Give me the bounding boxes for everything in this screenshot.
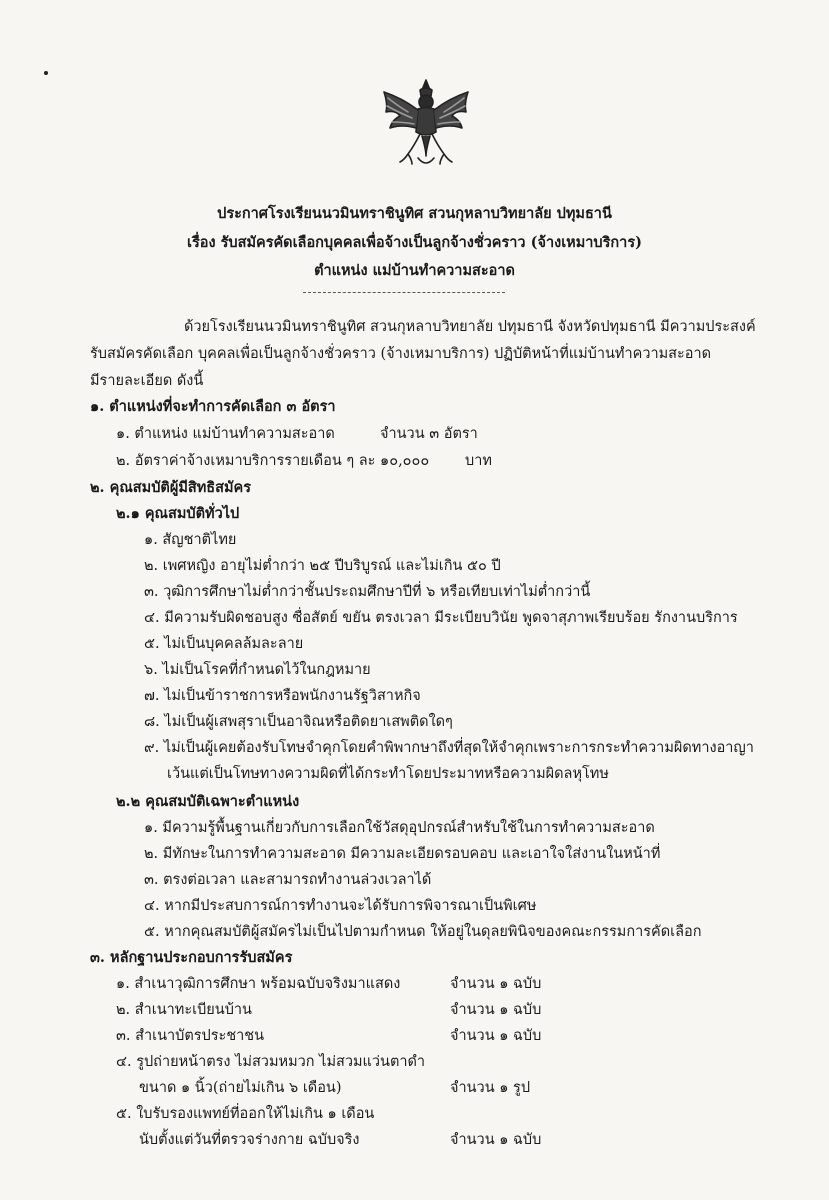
document-label: ๒. สำเนาทะเบียนบ้าน: [116, 1002, 252, 1018]
document-amount: จำนวน ๑ ฉบับ: [450, 1132, 542, 1148]
qualification-item: ๙. ไม่เป็นผู้เคยต้องรับโทษจำคุกโดยคำพิพากษาถึงที่สุดให้จำคุกเพราะการกระทำความผิดทางอาญา: [144, 740, 754, 756]
intro-line-3: มีรายละเอียด ดังนี้: [90, 373, 204, 389]
specific-qualification-item: ๔. หากมีประสบการณ์การทำงานจะได้รับการพิจารณาเป็นพิเศษ: [144, 898, 537, 914]
document-label: ๔. รูปถ่ายหน้าตรง ไม่สวมหมวก ไม่สวมแว่นตาดำ: [116, 1054, 426, 1070]
qualification-item: ๑. สัญชาติไทย: [144, 532, 237, 548]
document-amount: จำนวน ๑ ฉบับ: [450, 976, 542, 992]
document-label: ๕. ใบรับรองแพทย์ที่ออกให้ไม่เกิน ๑ เดือน: [116, 1106, 375, 1122]
document-amount: จำนวน ๑ ฉบับ: [450, 1002, 542, 1018]
section-1-item-2-label: ๒. อัตราค่าจ้างเหมาบริการรายเดือน ๆ ละ ๑๐,๐๐๐: [116, 453, 430, 469]
speck: [44, 71, 48, 75]
specific-qualification-item: ๕. หากคุณสมบัติผู้สมัครไม่เป็นไปตามกำหนด ให้อยู่ในดุลยพินิจของคณะกรรมการคัดเลือก: [144, 924, 702, 940]
announcement-position: ตำแหน่ง แม่บ้านทำความสะอาด: [314, 262, 515, 279]
divider: [303, 292, 505, 293]
qualification-item: ๒. เพศหญิง อายุไม่ต่ำกว่า ๒๕ ปีบริบูรณ์ และไม่เกิน ๕๐ ปี: [144, 558, 501, 574]
section-2-title: ๒. คุณสมบัติผู้มีสิทธิสมัคร: [90, 479, 252, 496]
section-3-title: ๓. หลักฐานประกอบการรับสมัคร: [90, 949, 293, 966]
document-label: ๓. สำเนาบัตรประชาชน: [116, 1028, 265, 1044]
qualification-item: ๖. ไม่เป็นโรคที่กำหนดไว้ในกฎหมาย: [144, 662, 371, 678]
intro-line-1: ด้วยโรงเรียนนวมินทราชินูทิศ สวนกุหลาบวิทยาลัย ปทุมธานี จังหวัดปทุมธานี มีความประสงค์: [184, 319, 756, 335]
qualification-item: ๕. ไม่เป็นบุคคลล้มละลาย: [144, 636, 304, 652]
document-label: ๑. สำเนาวุฒิการศึกษา พร้อมฉบับจริงมาแสดง: [116, 976, 401, 992]
qualification-item: ๓. วุฒิการศึกษาไม่ต่ำกว่าชั้นประถมศึกษาปีที่ ๖ หรือเทียบเท่าไม่ต่ำกว่านี้: [144, 584, 591, 600]
specific-qualification-item: ๓. ตรงต่อเวลา และสามารถทำงานล่วงเวลาได้: [144, 872, 432, 888]
section-1-title: ๑. ตำแหน่งที่จะทำการคัดเลือก ๓ อัตรา: [90, 398, 336, 415]
specific-qualification-item: ๒. มีทักษะในการทำความสะอาด มีความละเอียดรอบคอบ และเอาใจใส่งานในหน้าที่: [144, 846, 661, 862]
announcement-title: ประกาศโรงเรียนนวมินทราชินูทิศ สวนกุหลาบวิทยาลัย ปทุมธานี: [217, 205, 612, 222]
qualification-item: ๘. ไม่เป็นผู้เสพสุราเป็นอาจิณหรือติดยาเสพติดใดๆ: [144, 714, 453, 730]
qualification-item-continuation: เว้นแต่เป็นโทษทางความผิดที่ได้กระทำโดยประมาทหรือความผิดลหุโทษ: [167, 766, 609, 782]
document-amount: จำนวน ๑ รูป: [450, 1080, 531, 1096]
garuda-emblem-icon: [378, 76, 474, 170]
section-2-2-title: ๒.๒ คุณสมบัติเฉพาะตำแหน่ง: [116, 793, 300, 810]
specific-qualification-item: ๑. มีความรู้พื้นฐานเกี่ยวกับการเลือกใช้วัสดุอุปกรณ์สำหรับใช้ในการทำความสะอาด: [144, 820, 655, 836]
document-label-continuation: ขนาด ๑ นิ้ว(ถ่ายไม่เกิน ๖ เดือน): [139, 1080, 342, 1096]
section-2-1-title: ๒.๑ คุณสมบัติทั่วไป: [116, 505, 240, 522]
section-1-item-1-amount: จำนวน ๓ อัตรา: [380, 426, 478, 442]
document-label-continuation: นับตั้งแต่วันที่ตรวจร่างกาย ฉบับจริง: [139, 1132, 360, 1148]
qualification-item: ๔. มีความรับผิดชอบสูง ซื่อสัตย์ ขยัน ตรงเวลา มีระเบียบวินัย พูดจาสุภาพเรียบร้อย รักงานบริการ: [144, 610, 738, 626]
document-amount: จำนวน ๑ ฉบับ: [450, 1028, 542, 1044]
section-1-item-1-label: ๑. ตำแหน่ง แม่บ้านทำความสะอาด: [116, 426, 335, 442]
announcement-subject: เรื่อง รับสมัครคัดเลือกบุคคลเพื่อจ้างเป็นลูกจ้างชั่วคราว (จ้างเหมาบริการ): [187, 234, 642, 251]
section-1-item-2-unit: บาท: [465, 453, 492, 469]
intro-line-2: รับสมัครคัดเลือก บุคคลเพื่อเป็นลูกจ้างชั่วคราว (จ้างเหมาบริการ) ปฏิบัติหน้าที่แม่บ้านทำความสะอาด: [90, 346, 712, 362]
qualification-item: ๗. ไม่เป็นข้าราชการหรือพนักงานรัฐวิสาหกิจ: [144, 688, 421, 704]
